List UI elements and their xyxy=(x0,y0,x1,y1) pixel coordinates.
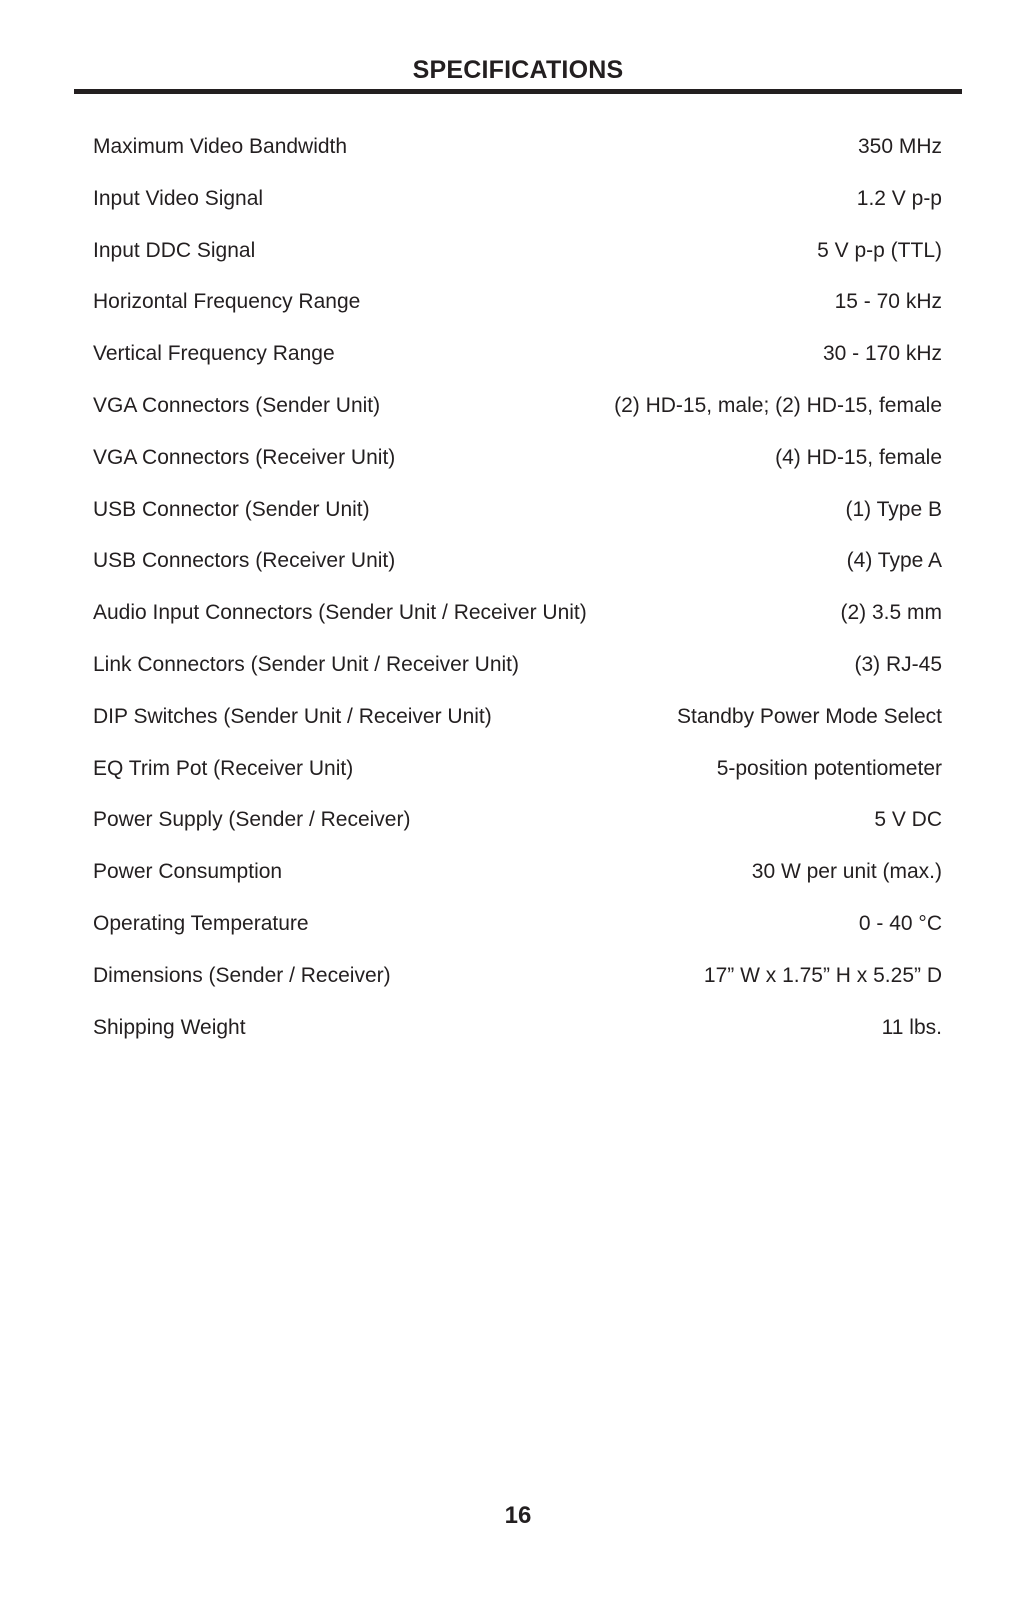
spec-label: Maximum Video Bandwidth xyxy=(93,135,348,158)
spec-row-power-consumption xyxy=(93,859,942,911)
spec-value: 1.2 V p-p xyxy=(856,186,942,210)
spec-label: Power Consumption xyxy=(93,860,283,884)
spec-row-operating-temperature xyxy=(93,911,942,963)
spec-label: Vertical Frequency Range xyxy=(93,342,335,366)
spec-row-input-ddc-signal xyxy=(93,238,942,290)
spec-value: (2) 3.5 mm xyxy=(834,601,942,625)
spec-value: 30 - 170 kHz xyxy=(822,342,942,366)
spec-label: EQ Trim Pot (Receiver Unit) xyxy=(93,756,354,780)
spec-value: (4) Type A xyxy=(846,549,942,573)
spec-value: (2) HD-15, male; (2) HD-15, female xyxy=(614,393,942,417)
spec-label: Dimensions (Sender / Receiver) xyxy=(93,963,391,987)
title-divider xyxy=(74,89,962,94)
spec-row-horizontal-frequency xyxy=(93,289,942,341)
spec-row-max-video-bandwidth xyxy=(93,134,942,186)
spec-label: Input DDC Signal xyxy=(93,238,256,262)
spec-row-input-video-signal xyxy=(93,186,942,238)
spec-row-vga-sender xyxy=(93,393,942,445)
spec-label: Link Connectors (Sender Unit / Receiver Unit) xyxy=(93,652,520,676)
spec-label: Operating Temperature xyxy=(93,911,309,935)
spec-list xyxy=(93,134,942,1066)
spec-value: 350 MHz xyxy=(857,135,942,158)
page-number: 16 xyxy=(504,1502,532,1529)
spec-value: 5 V p-p (TTL) xyxy=(817,238,942,262)
page-title: SPECIFICATIONS xyxy=(412,56,624,84)
spec-label: DIP Switches (Sender Unit / Receiver Unit) xyxy=(93,704,492,728)
spec-row-link-connectors xyxy=(93,652,942,704)
spec-value: (4) HD-15, female xyxy=(775,445,942,469)
spec-label: Audio Input Connectors (Sender Unit / Receiver Unit) xyxy=(93,601,587,625)
spec-label: USB Connector (Sender Unit) xyxy=(93,497,370,521)
spec-row-vertical-frequency xyxy=(93,341,942,393)
spec-row-eq-trim-pot xyxy=(93,756,942,808)
spec-row-dimensions xyxy=(93,963,942,1015)
spec-value: 17” W x 1.75” H x 5.25” D xyxy=(703,963,942,987)
spec-value: (3) RJ-45 xyxy=(848,652,942,676)
spec-value: 15 - 70 kHz xyxy=(834,290,942,314)
spec-value: 5-position potentiometer xyxy=(716,756,942,780)
spec-label: Power Supply (Sender / Receiver) xyxy=(93,808,411,832)
spec-value: 5 V DC xyxy=(874,808,942,832)
spec-value: Standby Power Mode Select xyxy=(677,704,942,728)
spec-label: VGA Connectors (Receiver Unit) xyxy=(93,445,396,469)
spec-label: Input Video Signal xyxy=(93,186,264,210)
spec-value: 30 W per unit (max.) xyxy=(751,860,942,884)
spec-value: 11 lbs. xyxy=(881,1015,942,1039)
spec-label: Horizontal Frequency Range xyxy=(93,290,361,314)
spec-row-audio-input xyxy=(93,600,942,652)
spec-row-usb-sender xyxy=(93,497,942,549)
spec-row-dip-switches xyxy=(93,704,942,756)
spec-value: 0 - 40 °C xyxy=(858,911,942,935)
spec-row-power-supply xyxy=(93,807,942,859)
spec-row-usb-receiver xyxy=(93,548,942,600)
spec-value: (1) Type B xyxy=(845,497,942,521)
spec-label: VGA Connectors (Sender Unit) xyxy=(93,393,381,417)
spec-row-vga-receiver xyxy=(93,445,942,497)
spec-label: USB Connectors (Receiver Unit) xyxy=(93,549,396,573)
spec-label: Shipping Weight xyxy=(93,1015,246,1039)
spec-row-shipping-weight xyxy=(93,1015,942,1067)
